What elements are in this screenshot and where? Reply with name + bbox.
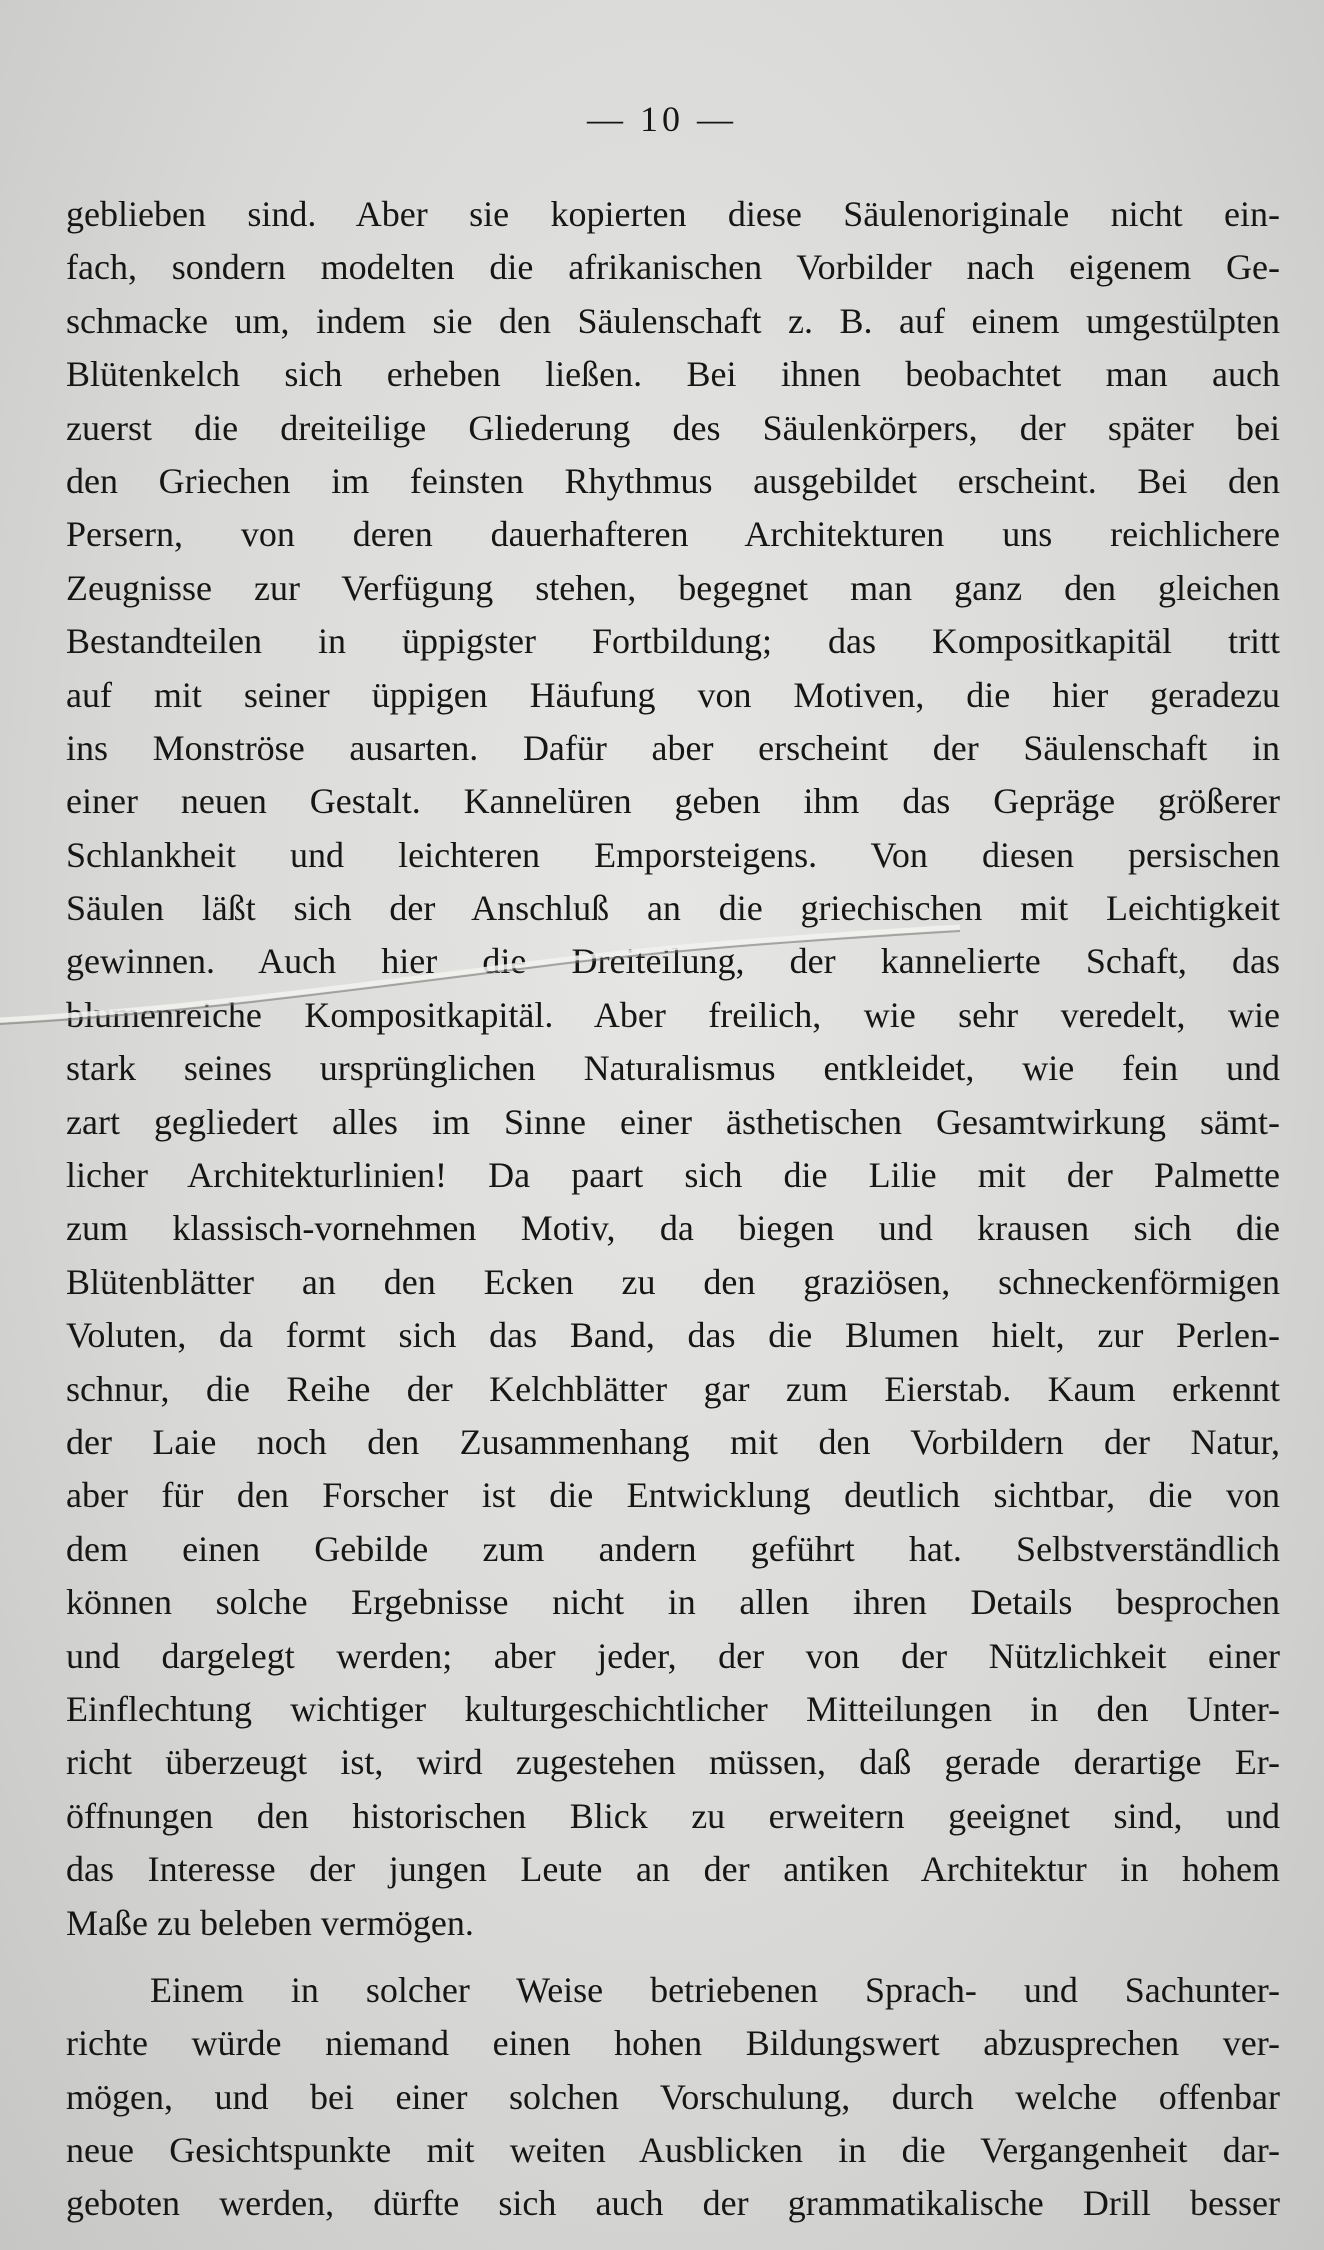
text-line: Schlankheit und leichteren Emporsteigens. Von diesen persischen [66,834,1280,875]
text-line: mögen, und bei einer solchen Vorschulung, durch welche offenbar [66,2076,1280,2117]
text-line: Persern, von deren dauerhafteren Architekturen uns reichlichere [66,514,1280,555]
text-line: Zeugnisse zur Verfügung stehen, begegnet man ganz den gleichen [66,567,1280,608]
paragraph-2 [66,1964,1280,2231]
text-line: stark seines ursprünglichen Naturalismus entkleidet, wie fein und [66,1048,1280,1089]
text-line: blumenreiche Kompositkapitäl. Aber freilich, wie sehr veredelt, wie [66,994,1280,1035]
text-line: neue Gesichtspunkte mit weiten Ausblicken in die Vergangenheit dar- [66,2130,1280,2171]
text-line: richte würde niemand einen hohen Bildungswert abzusprechen ver- [66,2023,1280,2064]
text-line: aber für den Forscher ist die Entwicklung deutlich sichtbar, die von [66,1475,1280,1516]
text-line: Blütenblätter an den Ecken zu den graziösen, schneckenförmigen [66,1261,1280,1302]
text-line: licher Architekturlinien! Da paart sich die Lilie mit der Palmette [66,1155,1280,1196]
text-line: Voluten, da formt sich das Band, das die Blumen hielt, zur Perlen- [66,1315,1280,1356]
text-line: Maße zu beleben vermögen. [66,1902,474,1943]
text-line: Einflechtung wichtiger kulturgeschichtlicher Mitteilungen in den Unter- [66,1688,1280,1729]
text-line: Säulen läßt sich der Anschluß an die griechischen mit Leichtigkeit [66,888,1280,929]
text-line: schnur, die Reihe der Kelchblätter gar zum Eierstab. Kaum erkennt [66,1368,1280,1409]
text-line: geboten werden, dürfte sich auch der grammatikalische Drill besser [66,2183,1280,2224]
text-line: gewinnen. Auch hier die Dreiteilung, der kannelierte Schaft, das [66,941,1280,982]
text-line: schmacke um, indem sie den Säulenschaft z. B. auf einem umgestülpten [66,300,1280,341]
page-number: — 10 — [587,99,737,139]
text-line: zart gegliedert alles im Sinne einer ästhetischen Gesamtwirkung sämt- [66,1101,1280,1142]
text-line: Bestandteilen in üppigster Fortbildung; das Kompositkapitäl tritt [66,621,1280,662]
text-line: den Griechen im feinsten Rhythmus ausgebildet erscheint. Bei den [66,460,1280,501]
text-line: einer neuen Gestalt. Kannelüren geben ihm das Gepräge größerer [66,781,1280,822]
text-line: fach, sondern modelten die afrikanischen Vorbilder nach eigenem Ge- [66,247,1280,288]
text-line: zuerst die dreiteilige Gliederung des Säulenkörpers, der später bei [66,407,1280,448]
text-line: können solche Ergebnisse nicht in allen ihren Details besprochen [66,1582,1280,1623]
text-line: ins Monströse ausarten. Dafür aber erscheint der Säulenschaft in [66,727,1280,768]
text-line: das Interesse der jungen Leute an der antiken Architektur in hohem [66,1849,1280,1890]
text-line: Blütenkelch sich erheben ließen. Bei ihnen beobachtet man auch [66,354,1280,395]
text-line: Einem in solcher Weise betriebenen Sprach- und Sachunter- [150,1969,1280,2010]
text-line: der Laie noch den Zusammenhang mit den Vorbildern der Natur, [66,1421,1280,1462]
paragraph-gap [66,1950,1280,1964]
text-line: richt überzeugt ist, wird zugestehen müssen, daß gerade derartige Er- [66,1742,1280,1783]
paragraph-1 [66,188,1280,1950]
text-line: geblieben sind. Aber sie kopierten diese Säulenoriginale nicht ein- [66,194,1280,234]
text-line: öffnungen den historischen Blick zu erweitern geeignet sind, und [66,1795,1280,1836]
body-text [66,188,1280,2231]
text-line: zum klassisch-vornehmen Motiv, da biegen und krausen sich die [66,1208,1280,1249]
text-line: und dargelegt werden; aber jeder, der von der Nützlichkeit einer [66,1635,1280,1676]
text-line: auf mit seiner üppigen Häufung von Motiven, die hier geradezu [66,674,1280,715]
text-line: dem einen Gebilde zum andern geführt hat. Selbstverständlich [66,1528,1280,1569]
